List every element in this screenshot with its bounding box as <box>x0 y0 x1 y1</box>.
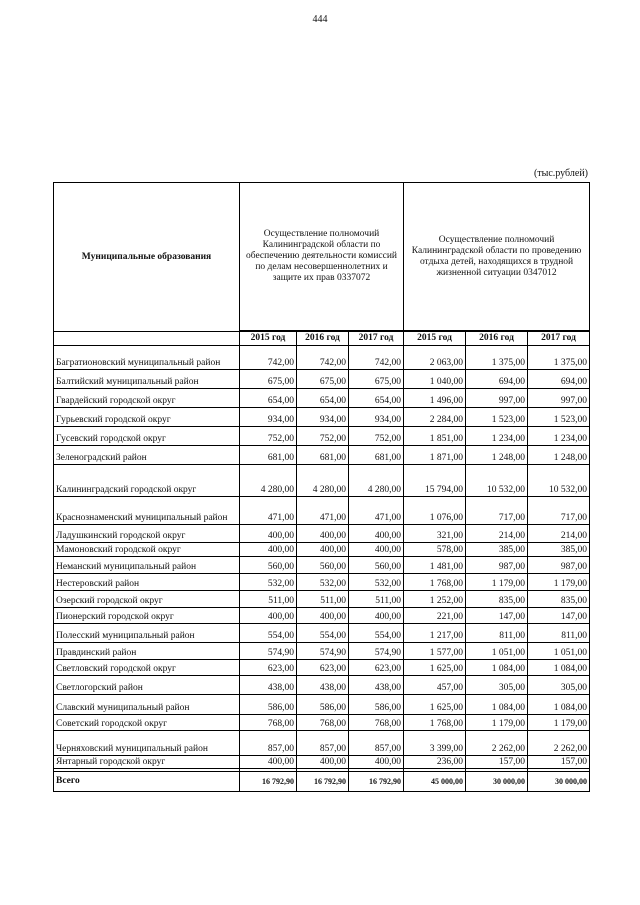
value-cell: 681,00 <box>240 446 297 465</box>
value-cell: 554,00 <box>240 624 297 643</box>
value-cell: 681,00 <box>349 446 404 465</box>
value-cell: 471,00 <box>240 497 297 525</box>
municipality-name: Неманский муниципальный район <box>54 557 240 574</box>
year-header: 2016 год <box>297 332 349 346</box>
value-cell: 400,00 <box>349 608 404 624</box>
table-row <box>54 756 590 769</box>
value-cell: 752,00 <box>297 427 349 446</box>
value-cell: 511,00 <box>240 591 297 608</box>
value-cell: 574,90 <box>240 643 297 660</box>
value-cell: 717,00 <box>528 497 590 525</box>
table-row <box>54 557 590 574</box>
value-cell: 987,00 <box>528 557 590 574</box>
year-header: 2016 год <box>466 332 528 346</box>
municipality-name: Калининградский городской округ <box>54 465 240 497</box>
value-cell: 1 481,00 <box>404 557 466 574</box>
value-cell: 857,00 <box>349 731 404 756</box>
total-value: 16 792,90 <box>349 772 404 792</box>
value-cell: 623,00 <box>349 660 404 676</box>
value-cell: 574,90 <box>349 643 404 660</box>
value-cell: 2 262,00 <box>528 731 590 756</box>
value-cell: 400,00 <box>297 543 349 557</box>
table-row <box>54 643 590 660</box>
value-cell: 15 794,00 <box>404 465 466 497</box>
value-cell: 2 262,00 <box>466 731 528 756</box>
value-cell: 532,00 <box>349 574 404 591</box>
value-cell: 400,00 <box>349 756 404 769</box>
value-cell: 532,00 <box>297 574 349 591</box>
value-cell: 321,00 <box>404 525 466 543</box>
value-cell: 654,00 <box>240 389 297 408</box>
municipality-name: Гвардейский городской округ <box>54 389 240 408</box>
value-cell: 675,00 <box>240 370 297 389</box>
value-cell: 3 399,00 <box>404 731 466 756</box>
value-cell: 1 179,00 <box>528 574 590 591</box>
value-cell: 675,00 <box>349 370 404 389</box>
table-row <box>54 465 590 497</box>
value-cell: 1 234,00 <box>528 427 590 446</box>
value-cell: 654,00 <box>349 389 404 408</box>
value-cell: 400,00 <box>240 543 297 557</box>
value-cell: 742,00 <box>297 346 349 370</box>
value-cell: 1 084,00 <box>466 660 528 676</box>
total-label: Всего <box>54 772 240 792</box>
value-cell: 1 375,00 <box>466 346 528 370</box>
value-cell: 1 375,00 <box>528 346 590 370</box>
value-cell: 1 523,00 <box>528 408 590 427</box>
value-cell: 157,00 <box>466 756 528 769</box>
table-row <box>54 676 590 695</box>
value-cell: 4 280,00 <box>297 465 349 497</box>
value-cell: 400,00 <box>297 608 349 624</box>
value-cell: 1 248,00 <box>528 446 590 465</box>
value-cell: 385,00 <box>528 543 590 557</box>
municipality-name: Полесский муниципальный район <box>54 624 240 643</box>
municipality-name: Балтийский муниципальный район <box>54 370 240 389</box>
municipality-name: Мамоновский городской округ <box>54 543 240 557</box>
value-cell: 1 084,00 <box>466 695 528 715</box>
table-row <box>54 525 590 543</box>
total-value: 16 792,90 <box>240 772 297 792</box>
value-cell: 400,00 <box>349 525 404 543</box>
municipality-name: Правдинский район <box>54 643 240 660</box>
table-row <box>54 427 590 446</box>
table-row <box>54 695 590 715</box>
value-cell: 400,00 <box>240 525 297 543</box>
units-label: (тыс.рублей) <box>533 168 588 179</box>
table-row <box>54 731 590 756</box>
value-cell: 236,00 <box>404 756 466 769</box>
value-cell: 1 577,00 <box>404 643 466 660</box>
value-cell: 586,00 <box>240 695 297 715</box>
page-number: 444 <box>312 14 328 25</box>
value-cell: 835,00 <box>466 591 528 608</box>
value-cell: 511,00 <box>297 591 349 608</box>
value-cell: 768,00 <box>240 715 297 731</box>
value-cell: 471,00 <box>349 497 404 525</box>
value-cell: 934,00 <box>349 408 404 427</box>
value-cell: 1 496,00 <box>404 389 466 408</box>
year-header-row <box>54 332 590 346</box>
municipality-name: Черняховский муниципальный район <box>54 731 240 756</box>
table-row <box>54 446 590 465</box>
value-cell: 1 523,00 <box>466 408 528 427</box>
value-cell: 1 179,00 <box>528 715 590 731</box>
value-cell: 457,00 <box>404 676 466 695</box>
table-row <box>54 389 590 408</box>
value-cell: 305,00 <box>466 676 528 695</box>
municipality-name: Пионерский городской округ <box>54 608 240 624</box>
value-cell: 1 051,00 <box>528 643 590 660</box>
value-cell: 400,00 <box>240 608 297 624</box>
header-municipalities: Муниципальные образования <box>54 183 240 332</box>
value-cell: 768,00 <box>297 715 349 731</box>
value-cell: 157,00 <box>528 756 590 769</box>
table-row <box>54 591 590 608</box>
value-cell: 1 768,00 <box>404 574 466 591</box>
value-cell: 221,00 <box>404 608 466 624</box>
municipality-name: Светловский городской округ <box>54 660 240 676</box>
value-cell: 694,00 <box>466 370 528 389</box>
value-cell: 438,00 <box>349 676 404 695</box>
year-header: 2015 год <box>240 332 297 346</box>
value-cell: 586,00 <box>349 695 404 715</box>
table-row <box>54 346 590 370</box>
value-cell: 560,00 <box>240 557 297 574</box>
value-cell: 857,00 <box>240 731 297 756</box>
value-cell: 1 851,00 <box>404 427 466 446</box>
value-cell: 742,00 <box>240 346 297 370</box>
value-cell: 2 284,00 <box>404 408 466 427</box>
value-cell: 811,00 <box>466 624 528 643</box>
value-cell: 554,00 <box>297 624 349 643</box>
municipality-name: Гурьевский городской округ <box>54 408 240 427</box>
value-cell: 934,00 <box>297 408 349 427</box>
table-row <box>54 543 590 557</box>
value-cell: 586,00 <box>297 695 349 715</box>
table-row <box>54 497 590 525</box>
value-cell: 214,00 <box>528 525 590 543</box>
value-cell: 1 768,00 <box>404 715 466 731</box>
value-cell: 2 063,00 <box>404 346 466 370</box>
municipality-name: Славский муниципальный район <box>54 695 240 715</box>
value-cell: 987,00 <box>466 557 528 574</box>
table-body <box>54 346 590 772</box>
table-row <box>54 574 590 591</box>
value-cell: 1 252,00 <box>404 591 466 608</box>
value-cell: 560,00 <box>349 557 404 574</box>
year-header-blank <box>54 332 240 346</box>
value-cell: 997,00 <box>466 389 528 408</box>
value-cell: 857,00 <box>297 731 349 756</box>
value-cell: 1 871,00 <box>404 446 466 465</box>
table-row <box>54 408 590 427</box>
value-cell: 1 234,00 <box>466 427 528 446</box>
table-row <box>54 660 590 676</box>
value-cell: 532,00 <box>240 574 297 591</box>
municipality-name: Багратионовский муниципальный район <box>54 346 240 370</box>
header-group-child-rest: Осуществление полномочий Калининградской области по проведению отдыха детей, находящихся в трудной жизненной ситуации 0347012 <box>404 183 590 331</box>
value-cell: 560,00 <box>297 557 349 574</box>
total-value: 30 000,00 <box>528 772 590 792</box>
value-cell: 305,00 <box>528 676 590 695</box>
value-cell: 400,00 <box>349 543 404 557</box>
value-cell: 742,00 <box>349 346 404 370</box>
table-row <box>54 715 590 731</box>
value-cell: 694,00 <box>528 370 590 389</box>
table-row <box>54 624 590 643</box>
header-group-commissions: Осуществление полномочий Калининградской области по обеспечению деятельности комиссий по делам несовершеннолетних и защите их прав 0337072 <box>240 183 404 331</box>
value-cell: 1 084,00 <box>528 695 590 715</box>
total-value: 45 000,00 <box>404 772 466 792</box>
value-cell: 623,00 <box>297 660 349 676</box>
value-cell: 1 625,00 <box>404 695 466 715</box>
value-cell: 1 179,00 <box>466 574 528 591</box>
value-cell: 554,00 <box>349 624 404 643</box>
value-cell: 1 084,00 <box>528 660 590 676</box>
value-cell: 438,00 <box>297 676 349 695</box>
value-cell: 400,00 <box>297 756 349 769</box>
value-cell: 471,00 <box>297 497 349 525</box>
value-cell: 578,00 <box>404 543 466 557</box>
municipality-name: Янтарный городской округ <box>54 756 240 769</box>
value-cell: 811,00 <box>528 624 590 643</box>
municipality-name: Зеленоградский район <box>54 446 240 465</box>
value-cell: 752,00 <box>349 427 404 446</box>
value-cell: 147,00 <box>466 608 528 624</box>
year-header: 2017 год <box>349 332 404 346</box>
municipality-name: Озерский городской округ <box>54 591 240 608</box>
value-cell: 4 280,00 <box>349 465 404 497</box>
table-row <box>54 608 590 624</box>
value-cell: 385,00 <box>466 543 528 557</box>
value-cell: 768,00 <box>349 715 404 731</box>
value-cell: 623,00 <box>240 660 297 676</box>
value-cell: 681,00 <box>297 446 349 465</box>
municipality-name: Советский городской округ <box>54 715 240 731</box>
value-cell: 717,00 <box>466 497 528 525</box>
table-row <box>54 370 590 389</box>
municipality-name: Ладушкинский городской округ <box>54 525 240 543</box>
municipality-name: Нестеровский район <box>54 574 240 591</box>
value-cell: 1 217,00 <box>404 624 466 643</box>
year-header: 2015 год <box>404 332 466 346</box>
total-value: 30 000,00 <box>466 772 528 792</box>
value-cell: 997,00 <box>528 389 590 408</box>
value-cell: 400,00 <box>297 525 349 543</box>
value-cell: 574,90 <box>297 643 349 660</box>
value-cell: 511,00 <box>349 591 404 608</box>
value-cell: 214,00 <box>466 525 528 543</box>
value-cell: 147,00 <box>528 608 590 624</box>
value-cell: 400,00 <box>240 756 297 769</box>
value-cell: 10 532,00 <box>466 465 528 497</box>
value-cell: 835,00 <box>528 591 590 608</box>
value-cell: 1 040,00 <box>404 370 466 389</box>
value-cell: 1 179,00 <box>466 715 528 731</box>
municipality-name: Светлогорский район <box>54 676 240 695</box>
value-cell: 10 532,00 <box>528 465 590 497</box>
value-cell: 934,00 <box>240 408 297 427</box>
municipality-name: Краснознаменский муниципальный район <box>54 497 240 525</box>
municipality-name: Гусевский городской округ <box>54 427 240 446</box>
year-header: 2017 год <box>528 332 590 346</box>
value-cell: 1 625,00 <box>404 660 466 676</box>
value-cell: 438,00 <box>240 676 297 695</box>
value-cell: 1 248,00 <box>466 446 528 465</box>
value-cell: 4 280,00 <box>240 465 297 497</box>
value-cell: 675,00 <box>297 370 349 389</box>
value-cell: 654,00 <box>297 389 349 408</box>
value-cell: 752,00 <box>240 427 297 446</box>
value-cell: 1 051,00 <box>466 643 528 660</box>
total-value: 16 792,90 <box>297 772 349 792</box>
value-cell: 1 076,00 <box>404 497 466 525</box>
subvention-table <box>53 182 590 792</box>
total-row <box>54 772 590 792</box>
